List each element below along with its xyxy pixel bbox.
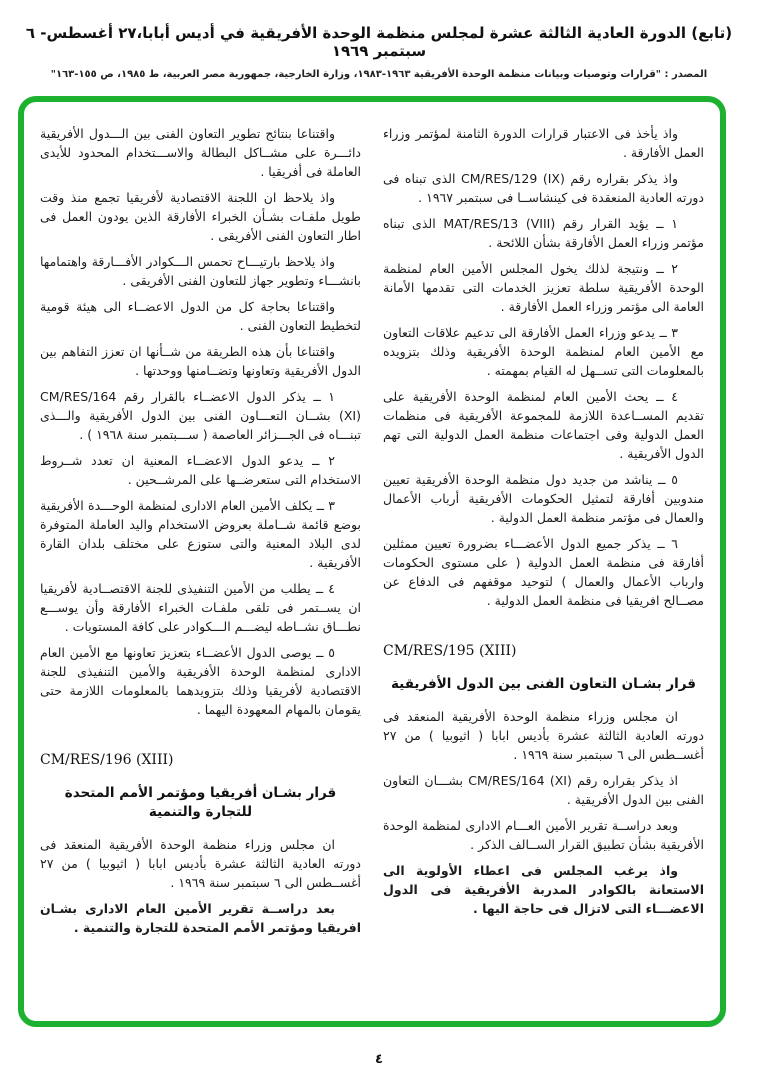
paragraph: ٣ ــ يدعو وزراء العمل الأفارقة الى تدعيم علاقات التعاون مع الأمين العام لمنظمة الوحدة الأفريقية وذلك بتزويده بالمعلومات التى تســهل له القيام بمهمته . [383, 325, 704, 378]
paragraph: ٢ ــ يدعو الدول الاعضــاء المعنية ان تعدد شــروط الاستخدام التى ستعرضــها على المرشــحين . [40, 453, 361, 487]
paragraph: واذ يلاحظ ان اللجنة الاقتصادية لأفريقيا تجمع منذ وقت طويل ملفـات بشـأن الخبراء الأفارقة الذين يودون العمل فى اطار التعاون الفنى الأفريقى . [40, 190, 361, 243]
paragraph: ٥ ــ يناشد من جديد دول منظمة الوحدة الأفريقية تعيين مندوبين أفارقة لتمثيل الحكومات الأفريقية أرباب الأعمال والعمال فى مؤتمر منظمة العمل الدولية . [383, 472, 704, 525]
paragraph: اذ يذكر بقراره رقم CM/RES/164 (XI) بشـــان التعاون الفنى بين الدول الأفريقية . [383, 773, 704, 807]
column-left [40, 124, 361, 1013]
paragraph: ٤ ــ يطلب من الأمين التنفيذى للجنة الاقتصــادية لأفريقيا ان يســتمر فى تلقى ملفـات الخبراء الأفارقة وأن يوســـع نطـــاق نشــاطه ليضـــم الـــكوادر على كافة المستويات . [40, 581, 361, 634]
text-columns [40, 124, 704, 1013]
resolution-code: CM/RES/196 (XIII) [40, 752, 174, 768]
paragraph: ١ ــ يؤيد القرار رقم MAT/RES/13 (VIII) الذى تبناه مؤتمر وزراء العمل الأفارقة بشأن اللائحة . [383, 216, 704, 250]
paragraph: ان مجلس وزراء منظمة الوحدة الأفريقية المنعقد فى دورته العادية الثالثة عشرة بأديس ابابا ( اثيوبيا ) من ٢٧ أغســطس الى ٦ سبتمبر سنة ١٩٦٩ . [40, 837, 361, 890]
paragraph: ٣ ــ يكلف الأمين العام الادارى لمنظمة الوحـــدة الأفريقية بوضع قائمة شــاملة بعروض الاستخدام واليد العاملة المتوفرة لدى البلاد المعنية والتى ستوزع على مختلف بلدان القارة الأفريقية . [40, 498, 361, 570]
page-header [0, 24, 758, 80]
paragraph: واذ يذكر بقراره رقم CM/RES/129 (IX) الذى تبناه فى دورته العادية المنعقدة فى كينشاســا فى سبتمبر ١٩٦٧ . [383, 171, 704, 205]
paragraph: ٢ ــ ونتيجة لذلك يخول المجلس الأمين العام لمنظمة الوحدة الأفريقية سلطة تعزيز الخدمات التى تقدمها الأمانة العامة الى مؤتمر وزراء العمل الأفارقة . [383, 261, 704, 314]
paragraph: ٦ ــ يذكر جميع الدول الأعضـــاء بضرورة تعيين ممثلين أفارقة فى منظمة العمل الدولية ( على مستوى الحكومات وارباب الأعمال والعمال ) لتوحيد موقفهم فى الدفاع عن مصــالح افريقيا فى منظمة العمل الدولية . [383, 536, 704, 608]
page-number: ٤ [375, 1052, 383, 1067]
resolution-code: CM/RES/195 (XIII) [383, 643, 517, 659]
session-title: (تابع) الدورة العادية الثالثة عشرة لمجلس منظمة الوحدة الأفريقية في أديس أبابا،٢٧ أغسطس- ٦ سبتمبر ١٩٦٩ [25, 24, 733, 60]
paragraph: بعد دراســة تقرير الأمين العام الادارى بشـان افريقيا ومؤتمر الأمم المتحدة للتجارة والتنمية . [40, 901, 361, 935]
paragraph: ١ ــ يذكر الدول الاعضــاء بالقرار رقم CM/RES/164 (XI) بشــان التعـــاون الفنى بين الدول الأفريقية والـــذى تبنـــاه فى الجـــزائر العاصمة ( ســـبتمبر سنة ١٩٦٨ ) . [40, 389, 361, 442]
paragraph: ان مجلس وزراء منظمة الوحدة الأفريقية المنعقد فى دورته العادية الثالثة عشرة بأديس ابابا ( اثيوبيا ) من ٢٧ أغســطس الى ٦ سبتمبر سنة ١٩٦٩ . [383, 709, 704, 762]
paragraph: واقتناعا بأن هذه الطريقة من شــأنها ان تعزز التفاهم بين الدول الأفريقية وتعاونها وتضــامنها ووحدتها . [40, 344, 361, 378]
paragraph: واذ يلاحظ بارتيـــاح تحمس الـــكوادر الأفـــارقة واهتمامها بانشـــاء وتطوير جهاز للتعاون الفنى الأفريقى . [40, 254, 361, 288]
resolution-heading: قرار بشـان أفريقيا ومؤتمر الأمم المتحدة للتجارة والتنمية [64, 785, 337, 820]
source-citation: المصدر : "قرارات وتوصيات وبيانات منظمة الوحدة الأفريقية ١٩٦٣-١٩٨٣، وزارة الخارجية، جمهورية مصر العربية، ط ١٩٨٥، ص ١٥٥-١٦٣" [50, 69, 708, 80]
resolution-heading: قرار بشـان التعاون الفنى بين الدول الأفريقية [391, 676, 696, 692]
paragraph: وبعد دراســة تقرير الأمين العـــام الادارى لمنظمة الوحدة الأفريقية بشأن تطبيق القرار الســالف الذكر . [383, 818, 704, 852]
paragraph: واذ يرغب المجلس فى اعطاء الأولوية الى الاستعانة بالكوادر المدربة الأفريقية فى الدول الاعضـــاء التى لاتزال فى حاجة اليها . [383, 863, 704, 916]
paragraph: ٤ ــ يحث الأمين العام لمنظمة الوحدة الأفريقية على تقديم المســاعدة اللازمة للمجموعة الأفريقية فى منظمات العمل الدولية وفى اجتماعات منظمة العمل الدولية التى تهم الدول الأفريقية . [383, 389, 704, 461]
document-frame [18, 96, 726, 1027]
paragraph: واقتناعا بنتائج تطوير التعاون الفنى بين الـــدول الأفريقية دائـــرة على مشــاكل البطالة والاســـتخدام المحدود للأيدى العاملة فى أفريقيا . [40, 126, 361, 179]
paragraph: ٥ ــ يوصى الدول الأعضــاء بتعزيز تعاونها مع الأمين العام الادارى لمنظمة الوحدة الأفريقية والأمين التنفيذى للجنة الاقتصادية لأفريقيا وذلك بتزويدهما بالمعلومات اللازمة حتى يقومان بالمهام المعهودة اليهما . [40, 645, 361, 717]
paragraph: واقتناعا بحاجة كل من الدول الاعضــاء الى هيئة قومية لتخطيط التعاون الفنى . [40, 299, 361, 333]
paragraph: واذ يأخذ فى الاعتبار قرارات الدورة الثامنة لمؤتمر وزراء العمل الأفارقة . [383, 126, 704, 160]
column-right [383, 124, 704, 1013]
